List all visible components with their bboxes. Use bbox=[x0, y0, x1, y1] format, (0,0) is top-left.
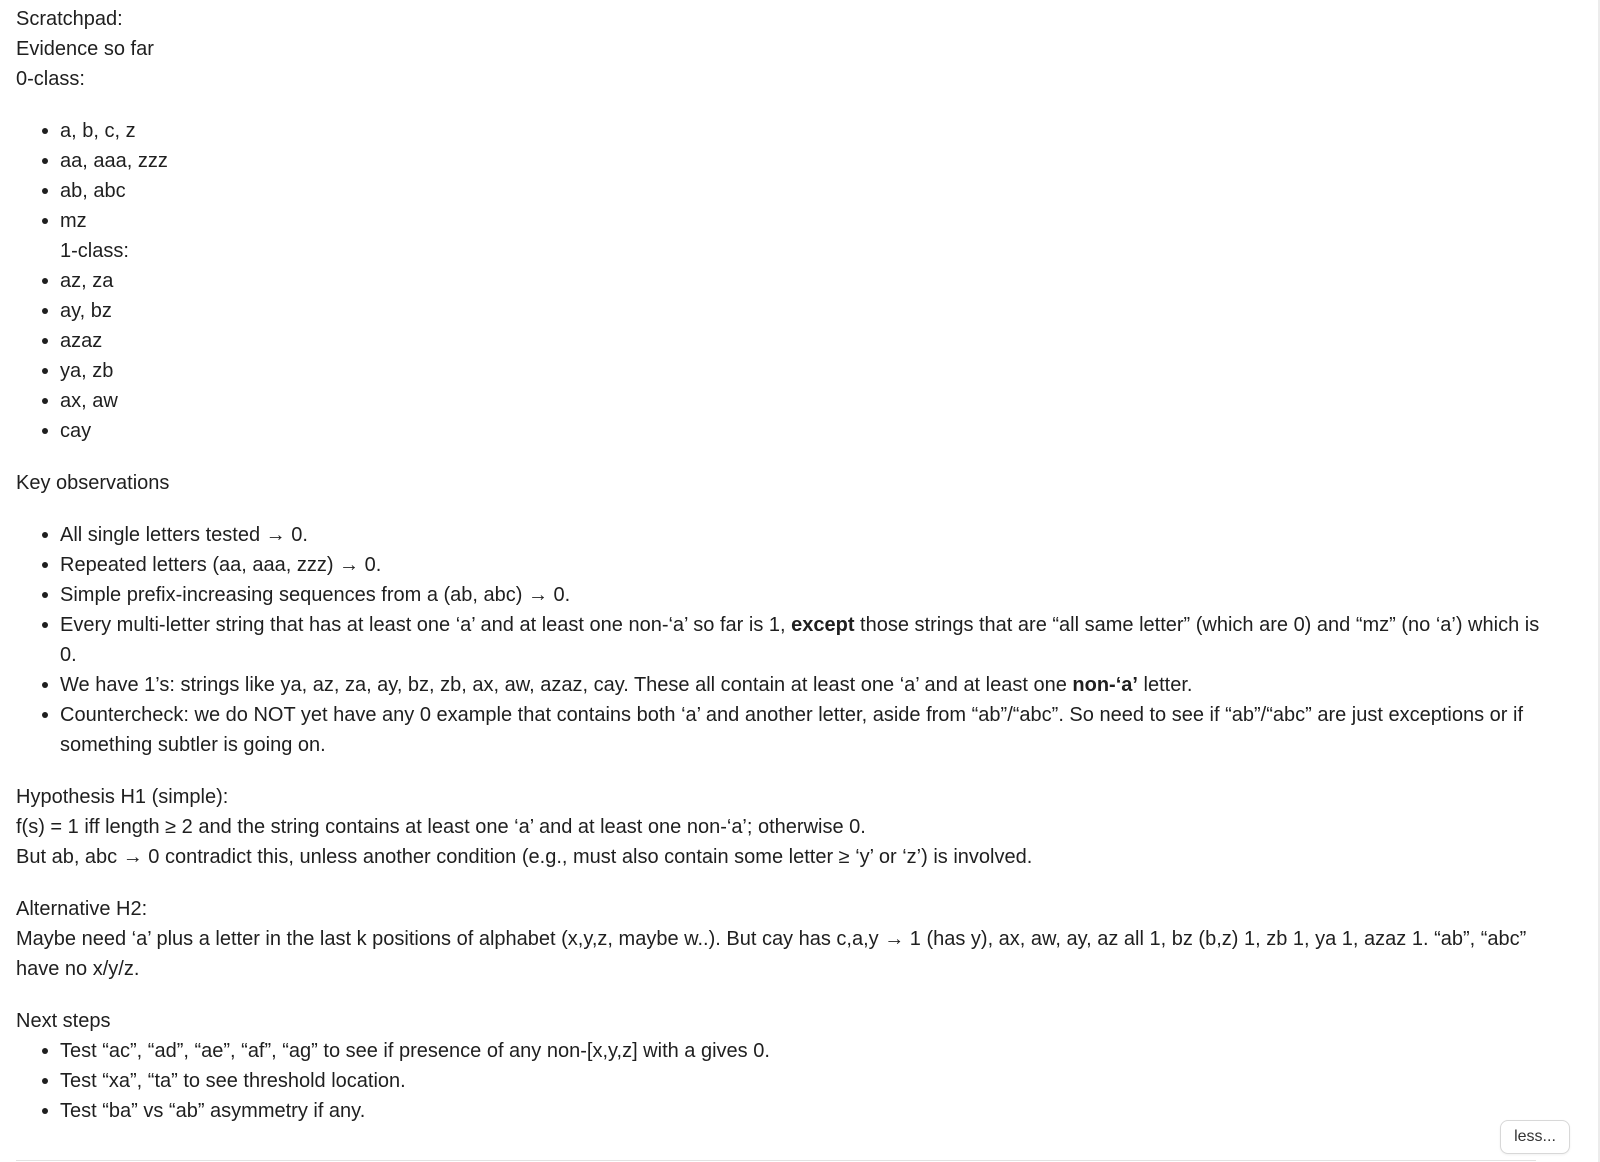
class0-item: ab, abc bbox=[60, 176, 1561, 206]
key-observations-heading: Key observations bbox=[16, 472, 170, 494]
less-button[interactable]: less... bbox=[1500, 1120, 1570, 1154]
class1-item: azaz bbox=[60, 326, 1561, 356]
key-observation-text: We have 1’s: strings like ya, az, za, ay, bz, zb, ax, aw, azaz, cay. These all contain at least one ‘a’ and at least one bbox=[60, 674, 1073, 696]
key-observation bbox=[60, 610, 1561, 670]
class1-heading: 1-class: bbox=[60, 240, 129, 262]
class0-item: a, b, c, z bbox=[60, 116, 1561, 146]
hypothesis-h1-line: But ab, abc → 0 contradict this, unless another condition (e.g., must also contain some letter ≥ ‘y’ or ‘z’) is involved. bbox=[16, 846, 1033, 868]
hypothesis-h1-line: f(s) = 1 iff length ≥ 2 and the string contains at least one ‘a’ and at least one non-‘a’; otherwise 0. bbox=[16, 816, 866, 838]
key-observation-text: Every multi-letter string that has at least one ‘a’ and at least one non-‘a’ so far is 1, bbox=[60, 614, 792, 636]
key-observation-text: letter. bbox=[1137, 674, 1193, 696]
key-observation: All single letters tested → 0. bbox=[60, 520, 1561, 550]
key-observations-list bbox=[16, 520, 1561, 760]
next-step-item: Test “ac”, “ad”, “ae”, “af”, “ag” to see if presence of any non-[x,y,z] with a gives 0. bbox=[60, 1036, 1561, 1066]
next-step-item: Test “xa”, “ta” to see threshold location. bbox=[60, 1066, 1561, 1096]
emphasis-non-a: non-‘a’ bbox=[1072, 674, 1138, 696]
next-steps-list bbox=[16, 1036, 1561, 1126]
hypothesis-h2-heading: Alternative H2: bbox=[16, 898, 148, 920]
class1-item: ya, zb bbox=[60, 356, 1561, 386]
next-steps-heading: Next steps bbox=[16, 1010, 111, 1032]
key-observation-text: those strings that are “all same letter” (which are 0) and “mz” (no ‘a’) which is 0. bbox=[60, 614, 1540, 666]
class-lists bbox=[16, 116, 1561, 446]
scratchpad-content bbox=[16, 4, 1561, 1126]
class1-item: az, za bbox=[60, 266, 1561, 296]
class1-item: cay bbox=[60, 416, 1561, 446]
scratchpad-title: Scratchpad: bbox=[16, 8, 123, 30]
key-observation bbox=[60, 670, 1561, 700]
class1-item: ay, bz bbox=[60, 296, 1561, 326]
class0-item: mz bbox=[60, 206, 1561, 236]
next-step-item: Test “ba” vs “ab” asymmetry if any. bbox=[60, 1096, 1561, 1126]
emphasis-except: except bbox=[791, 614, 855, 636]
class1-item: ax, aw bbox=[60, 386, 1561, 416]
evidence-heading: Evidence so far bbox=[16, 38, 154, 60]
key-observation: Simple prefix-increasing sequences from a (ab, abc) → 0. bbox=[60, 580, 1561, 610]
key-observation: Repeated letters (aa, aaa, zzz) → 0. bbox=[60, 550, 1561, 580]
hypothesis-h1-heading: Hypothesis H1 (simple): bbox=[16, 786, 229, 808]
class0-heading: 0-class: bbox=[16, 68, 85, 90]
class0-item: aa, aaa, zzz bbox=[60, 146, 1561, 176]
divider bbox=[16, 1160, 1536, 1161]
key-observation: Countercheck: we do NOT yet have any 0 example that contains both ‘a’ and another letter, aside from “ab”/“abc”. So need to see if “ab”/“abc” are just exceptions or if something subtler is going on. bbox=[60, 700, 1561, 760]
hypothesis-h2-body: Maybe need ‘a’ plus a letter in the last k positions of alphabet (x,y,z, maybe w..). But cay has c,a,y → 1 (has y), ax, aw, ay, az all 1, bz (b,z) 1, zb 1, ya 1, azaz 1. “ab”, “abc” have no x/y/z. bbox=[16, 928, 1532, 980]
